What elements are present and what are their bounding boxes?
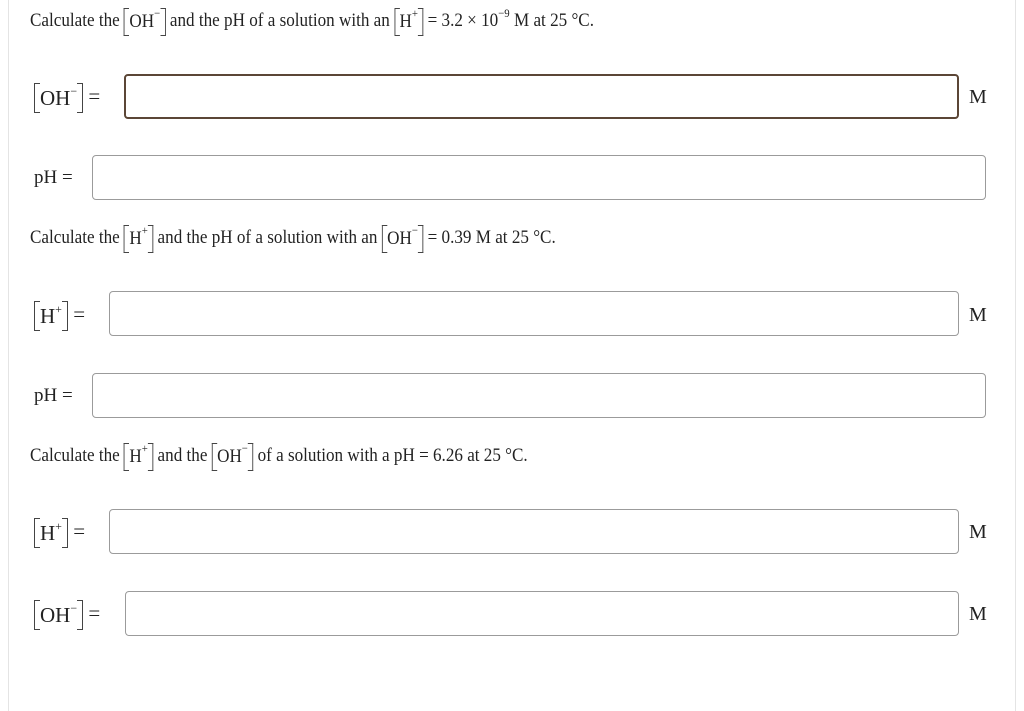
- ion-charge: −: [70, 84, 78, 99]
- ion-charge: +: [141, 223, 148, 238]
- ph-input-2[interactable]: [92, 373, 986, 418]
- h-concentration-input-2[interactable]: [109, 291, 959, 336]
- oh-concentration-input-1[interactable]: [124, 74, 959, 119]
- equals-sign: =: [73, 519, 86, 543]
- ion-charge: +: [141, 441, 148, 456]
- prompt-text: M at 25 °C.: [513, 10, 594, 31]
- ion-symbol: H: [129, 445, 142, 467]
- ion-symbol: OH: [40, 86, 71, 111]
- question-3-prompt: [30, 441, 528, 468]
- unit-label: M: [969, 521, 987, 543]
- ph-label: pH =: [34, 385, 73, 406]
- ion-symbol: OH: [129, 10, 155, 32]
- oh-concentration-input-3[interactable]: [125, 591, 959, 636]
- equals-sign: =: [88, 601, 101, 625]
- ion-bracket: [126, 223, 152, 250]
- oh-label: [34, 601, 100, 626]
- oh-label: [34, 84, 100, 109]
- ion-charge: −: [70, 601, 78, 616]
- h-label: [34, 519, 85, 544]
- ion-bracket: [126, 441, 152, 468]
- ion-bracket: [384, 223, 422, 250]
- ion-charge: −: [154, 6, 161, 21]
- ion-charge: +: [411, 6, 418, 21]
- ion-symbol: H: [40, 521, 56, 546]
- unit-label: M: [969, 86, 987, 108]
- prompt-value: = 3.2 × 10: [427, 10, 499, 31]
- ion-bracket: [36, 302, 66, 329]
- question-1-prompt: [30, 5, 594, 33]
- ion-charge: −: [241, 441, 248, 456]
- equals-sign: =: [88, 84, 101, 108]
- prompt-text: and the: [157, 445, 208, 466]
- prompt-value: = 0.39 M at 25 °C.: [427, 227, 556, 248]
- ion-symbol: H: [40, 304, 56, 329]
- unit-label: M: [969, 304, 987, 326]
- ion-symbol: H: [129, 227, 142, 249]
- ion-symbol: H: [399, 10, 412, 32]
- ion-symbol: OH: [40, 603, 71, 628]
- ph-input-1[interactable]: [92, 155, 986, 200]
- ion-bracket: [36, 601, 81, 628]
- ph-label: pH =: [34, 167, 73, 188]
- exponent: −9: [498, 5, 510, 20]
- ion-symbol: OH: [217, 445, 242, 467]
- unit-label: M: [969, 603, 987, 625]
- equals-sign: =: [73, 302, 86, 326]
- prompt-text: and the pH of a solution with an: [169, 10, 390, 31]
- ion-charge: +: [55, 519, 62, 534]
- ion-bracket: [126, 6, 164, 33]
- ion-charge: +: [55, 302, 62, 317]
- ion-bracket: [214, 441, 252, 468]
- ion-charge: −: [411, 223, 418, 238]
- question-2-prompt: [30, 223, 556, 250]
- ion-symbol: OH: [387, 227, 412, 249]
- h-label: [34, 302, 85, 327]
- prompt-value: of a solution with a pH = 6.26 at 25 °C.: [257, 445, 528, 466]
- prompt-text: Calculate the: [30, 445, 120, 466]
- prompt-text: Calculate the: [30, 10, 120, 31]
- h-concentration-input-3[interactable]: [109, 509, 959, 554]
- prompt-text: Calculate the: [30, 227, 120, 248]
- ion-bracket: [36, 519, 66, 546]
- ion-bracket: [396, 6, 422, 33]
- prompt-text: and the pH of a solution with an: [157, 227, 378, 248]
- ion-bracket: [36, 84, 81, 111]
